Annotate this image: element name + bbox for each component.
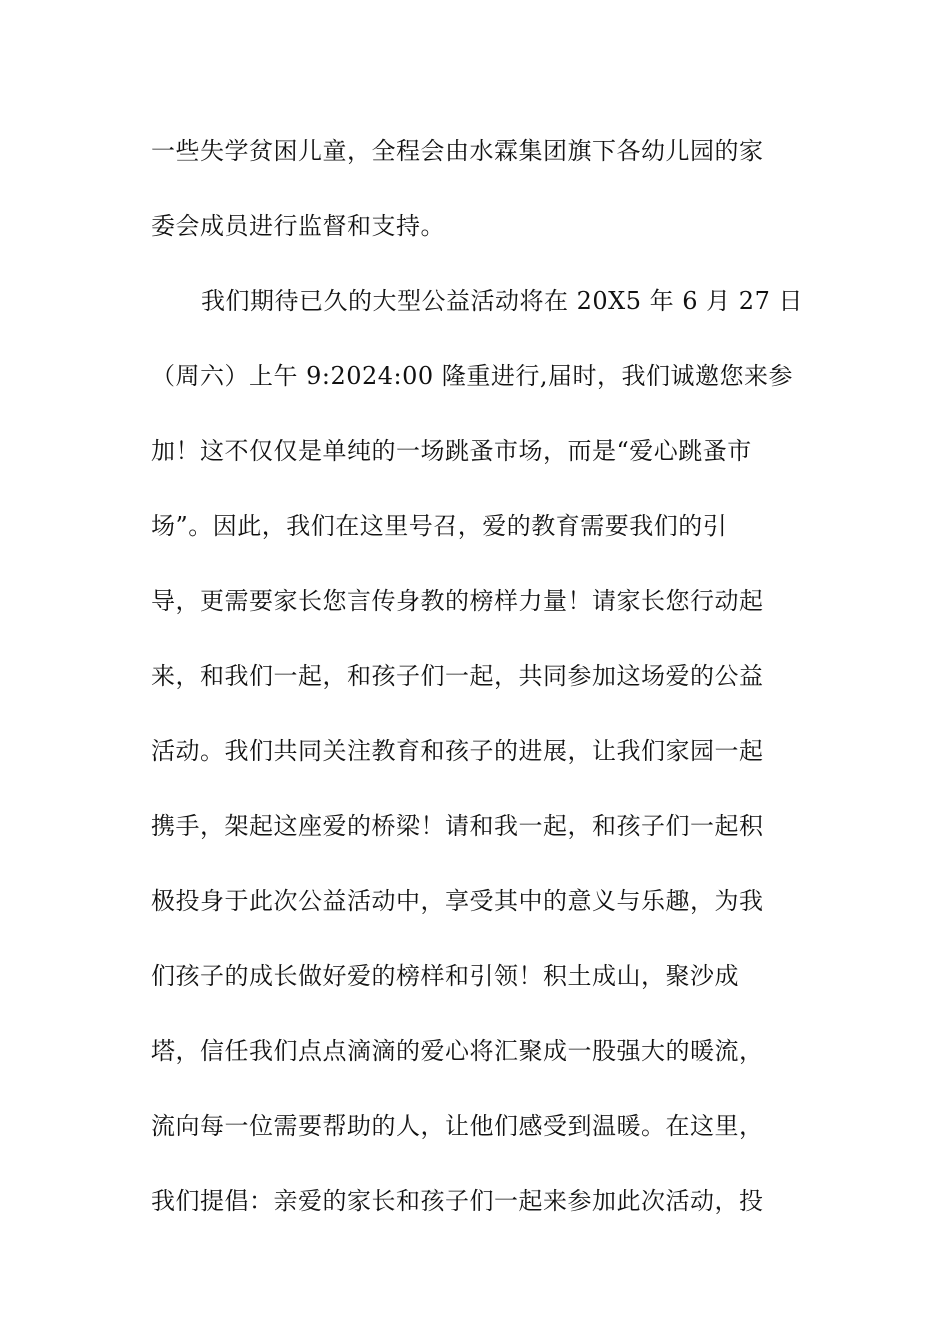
- paragraph-line: 塔，信任我们点点滴滴的爱心将汇聚成一股强大的暖流，: [151, 1037, 764, 1065]
- paragraph-line: 导，更需要家长您言传身教的榜样力量！请家长您行动起: [151, 587, 764, 615]
- paragraph-line: 委会成员进行监督和支持。: [151, 212, 445, 240]
- paragraph-line: 我们提倡：亲爱的家长和孩子们一起来参加此次活动，投: [151, 1187, 764, 1215]
- paragraph-first-line: 我们期待已久的大型公益活动将在 20X5 年 6 月 27 日: [201, 287, 803, 315]
- paragraph-line: 加！这不仅仅是单纯的一场跳蚤市场，而是“爱心跳蚤市: [151, 437, 752, 465]
- paragraph-line: 一些失学贫困儿童，全程会由水霖集团旗下各幼儿园的家: [151, 137, 764, 165]
- paragraph-line: 来，和我们一起，和孩子们一起，共同参加这场爱的公益: [151, 662, 764, 690]
- paragraph-line: 们孩子的成长做好爱的榜样和引领！积土成山，聚沙成: [151, 962, 739, 990]
- paragraph-line: 流向每一位需要帮助的人，让他们感受到温暖。在这里，: [151, 1112, 764, 1140]
- body-text: [151, 114, 811, 1239]
- paragraph-line: （周六）上午 9:2024:00 隆重进行,届时，我们诚邀您来参: [151, 362, 793, 390]
- paragraph-line: 活动。我们共同关注教育和孩子的进展，让我们家园一起: [151, 737, 764, 765]
- paragraph-line: 携手，架起这座爱的桥梁！请和我一起，和孩子们一起积: [151, 812, 764, 840]
- paragraph-line: 极投身于此次公益活动中，享受其中的意义与乐趣，为我: [151, 887, 764, 915]
- paragraph-line: 场”。因此，我们在这里号召，爱的教育需要我们的引: [151, 512, 728, 540]
